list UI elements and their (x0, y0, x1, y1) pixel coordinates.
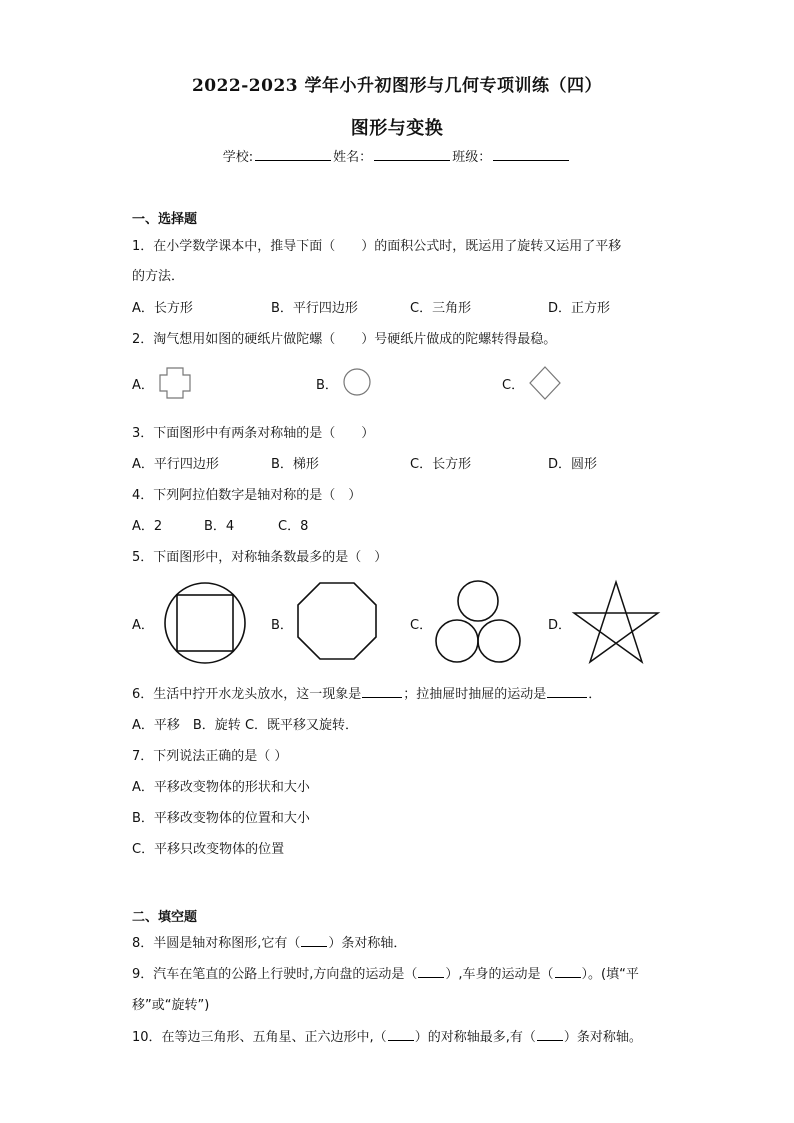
q5-option-c[interactable]: C． (410, 618, 433, 633)
school-field[interactable] (255, 148, 331, 161)
q3-option-d[interactable]: D．圆形 (548, 457, 598, 472)
school-label: 学校: (222, 150, 254, 165)
q8-text: 8．半圆是轴对称图形,它有（ ）条对称轴． (132, 936, 407, 951)
section-heading-choice: 一、选择题 (132, 212, 198, 227)
circle-icon (341, 368, 373, 400)
q3-text: 3．下面图形中有两条对称轴的是（ ） (132, 426, 375, 441)
q2-option-c[interactable]: C． (502, 378, 525, 393)
q1-option-c[interactable]: C．三角形 (410, 301, 472, 316)
class-field[interactable] (493, 148, 569, 161)
q5-option-a[interactable]: A． (132, 618, 154, 633)
student-info-line (0, 146, 794, 165)
q8-blank[interactable] (301, 935, 327, 947)
q10-blank-2[interactable] (537, 1029, 563, 1041)
q1-option-a[interactable]: A．长方形 (132, 301, 193, 316)
q5-option-d[interactable]: D． (548, 618, 572, 633)
q2-option-b[interactable]: B． (316, 378, 338, 393)
q6-blank-1[interactable] (362, 686, 402, 698)
q1-text: 1．在小学数学课本中，推导下面（ ）的面积公式时，既运用了旋转又运用了平移 (132, 239, 622, 254)
diamond-icon (528, 366, 562, 400)
q6-options[interactable]: A．平移 B．旋转 C．既平移又旋转． (132, 718, 359, 733)
q9-blank-1[interactable] (418, 966, 444, 978)
q10-text: 10．在等边三角形、五角星、正六边形中,（ ）的对称轴最多,有（ ）条对称轴。 (132, 1030, 642, 1045)
octagon-icon (296, 582, 378, 660)
q4-text: 4．下列阿拉伯数字是轴对称的是（ ） (132, 488, 362, 503)
q10-blank-1[interactable] (388, 1029, 414, 1041)
class-label: 班级： (452, 150, 492, 165)
q7-option-b[interactable]: B．平移改变物体的位置和大小 (132, 811, 310, 826)
name-field[interactable] (374, 148, 450, 161)
q6-blank-2[interactable] (547, 686, 587, 698)
cross-shape-icon (158, 366, 192, 400)
q7-option-a[interactable]: A．平移改变物体的形状和大小 (132, 780, 310, 795)
star-icon (572, 580, 660, 664)
page-title: 2022-2023 学年小升初图形与几何专项训练（四） (191, 76, 603, 96)
q4-option-b[interactable]: B．4 (204, 519, 235, 534)
q2-text: 2．淘气想用如图的硬纸片做陀螺（ ）号硬纸片做成的陀螺转得最稳。 (132, 332, 557, 347)
q7-text: 7．下列说法正确的是（ ） (132, 749, 288, 764)
q5-text: 5．下面图形中，对称轴条数最多的是（ ） (132, 550, 388, 565)
q9-blank-2[interactable] (555, 966, 581, 978)
square-in-circle-icon (164, 582, 246, 664)
name-label: 姓名： (333, 150, 373, 165)
q1-text-cont: 的方法． (132, 269, 185, 284)
three-circles-icon (432, 580, 524, 664)
q3-option-b[interactable]: B．梯形 (271, 457, 319, 472)
q6-text: 6．生活中拧开水龙头放水，这一现象是 ；拉抽屉时抽屉的运动是 ． (132, 687, 602, 702)
q7-option-c[interactable]: C．平移只改变物体的位置 (132, 842, 285, 857)
q9-text-cont: 移”或“旋转”) (132, 998, 210, 1013)
q9-text: 9．汽车在笔直的公路上行驶时,方向盘的运动是（ ）,车身的运动是（ ）。(填“平 (132, 967, 639, 982)
page-subtitle: 图形与变换 (350, 118, 444, 139)
q4-option-a[interactable]: A．2 (132, 519, 163, 534)
q1-option-d[interactable]: D．正方形 (548, 301, 611, 316)
q1-option-b[interactable]: B．平行四边形 (271, 301, 358, 316)
q4-option-c[interactable]: C．8 (278, 519, 309, 534)
q3-option-c[interactable]: C．长方形 (410, 457, 472, 472)
section-heading-fill: 二、填空题 (132, 910, 198, 925)
q3-option-a[interactable]: A．平行四边形 (132, 457, 219, 472)
q2-option-a[interactable]: A． (132, 378, 154, 393)
q5-option-b[interactable]: B． (271, 618, 293, 633)
